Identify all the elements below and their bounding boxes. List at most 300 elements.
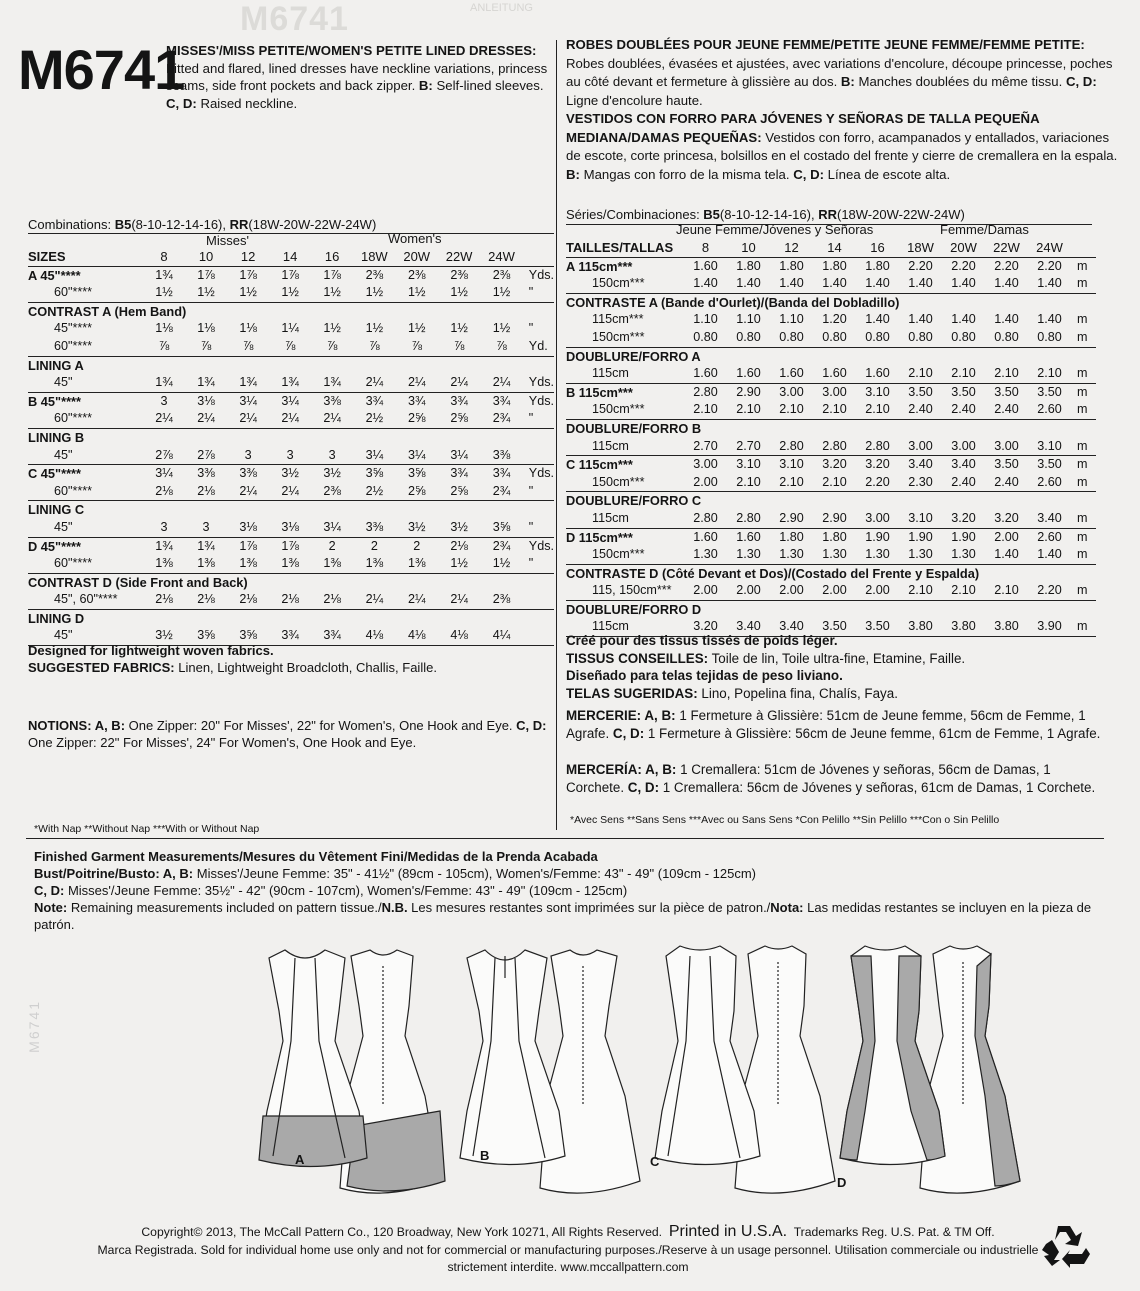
- view-label-d: D: [837, 1175, 847, 1190]
- yardage-row: [566, 510, 1096, 528]
- yardage_fr-sizes-label: TAILLES/TALLAS: [566, 239, 684, 257]
- yardage-cell: 1¼: [281, 321, 299, 336]
- unit-cell: Yds.: [528, 393, 554, 408]
- yardage-cell: 1½: [185, 284, 227, 302]
- yardage-cell: 3.50: [813, 618, 856, 636]
- yardage-cell: ⅞: [269, 338, 311, 356]
- yardage-cell: 1½: [450, 321, 468, 336]
- yardage-cell: 2.40: [985, 401, 1028, 419]
- yardage-cell: 2⅜: [365, 267, 384, 282]
- yardage-cell: 3⅝: [185, 627, 227, 645]
- yardage-cell: 1.80: [822, 258, 847, 273]
- yardage-cell: 2¼: [269, 483, 311, 501]
- yardage-cell: 1¾: [311, 374, 353, 392]
- yardage-cell: 3: [227, 447, 269, 465]
- yardage-cell: 1½: [396, 284, 438, 302]
- suggested-fabrics: SUGGESTED FABRICS: Linen, Lightweight Broadcloth, Challis, Faille.: [28, 660, 437, 675]
- yardage-cell: 2.80: [856, 438, 899, 456]
- yardage-cell: 1.60: [856, 365, 899, 383]
- yardage-cell: 3¼: [281, 393, 299, 408]
- yardage-cell: 3⅜: [239, 466, 257, 481]
- view-c-sketch: [655, 946, 835, 1193]
- yardage-cell: 2.10: [942, 365, 985, 383]
- yardage-cell: 2⅝: [438, 410, 480, 428]
- yardage-cell: 2⅝: [396, 483, 438, 501]
- unit-cell: [523, 591, 554, 609]
- yardage-cell: 2.10: [942, 582, 985, 600]
- yardage-cell: 3.80: [985, 618, 1028, 636]
- unit-cell: m: [1071, 474, 1096, 492]
- finished-measurements: Finished Garment Measurements/Mesures du Vêtement Fini/Medidas de la Prenda Acabada Bust/Poitrine/Busto: A, B: Misses'/Jeune Femme: 35" - 41½" (89cm - 105cm), Women's/Femme: 43" - 49" (109cm - 125cm) C, D: Misses'/Jeune Femme: 35½" - 42" (90cm - 107cm), Women's/Femme: 43" - 49" (109cm - 125cm) Note: Remaining measurements included on pattern tissue./N.B. Les mesures restantes sont imprimées sur la pièce de patron./Nota: Las medidas restantes se incluyen en la pieza de patrón.: [34, 848, 1114, 933]
- yardage-cell: 2.10: [684, 401, 727, 419]
- yardage-cell: 1½: [143, 284, 185, 302]
- yardage-cell: 0.80: [1028, 329, 1071, 347]
- yardage-cell: 1.60: [727, 365, 770, 383]
- yardage-cell: 3.40: [908, 457, 933, 472]
- yardage-cell: 0.80: [813, 329, 856, 347]
- yardage-cell: 1⅞: [239, 538, 257, 553]
- unit-cell: m: [1077, 258, 1088, 273]
- yardage-cell: 3¾: [492, 393, 511, 408]
- yardage-cell: 1.80: [736, 258, 761, 273]
- yardage-cell: 3¾: [365, 393, 384, 408]
- yardage-cell: 3½: [438, 519, 480, 537]
- yardage-cell: 3.50: [1037, 457, 1062, 472]
- yardage-cell: 2¼: [269, 410, 311, 428]
- yardage-row: [566, 275, 1096, 293]
- yardage-row: [566, 438, 1096, 456]
- unit-cell: ": [523, 410, 554, 428]
- yardage-cell: 1.40: [951, 312, 976, 327]
- yardage-cell: 3.00: [693, 457, 718, 472]
- section-heading-row: [28, 302, 554, 320]
- unit-cell: Yds.: [523, 374, 554, 392]
- yardage-cell: 2.70: [684, 438, 727, 456]
- yardage-cell: 2¼: [311, 410, 353, 428]
- yardage-cell: 2.90: [770, 510, 813, 528]
- row-label: 60"****: [28, 338, 143, 356]
- yardage-cell: 2¼: [227, 410, 269, 428]
- yardage-row: [28, 447, 554, 465]
- yardage-cell: 1.30: [813, 546, 856, 564]
- unit-cell: ": [523, 483, 554, 501]
- yardage-cell: 0.80: [770, 329, 813, 347]
- yardage-cell: 0.80: [727, 329, 770, 347]
- yardage-cell: 2.10: [727, 401, 770, 419]
- yardage-cell: 2.00: [813, 582, 856, 600]
- yardage-cell: 2¾: [492, 538, 511, 553]
- yardage-cell: ⅞: [227, 338, 269, 356]
- unit-cell: m: [1077, 457, 1088, 472]
- yardage-row: [28, 519, 554, 537]
- yardage-cell: 1½: [311, 284, 353, 302]
- yardage-cell: 1⅞: [281, 267, 299, 282]
- yardage-cell: 4⅛: [438, 627, 480, 645]
- combinations-english: Combinations: B5(8-10-12-14-16), RR(18W-20W-22W-24W): [28, 217, 377, 232]
- view-a-sketch: [259, 950, 445, 1193]
- row-label: LINING D: [28, 610, 85, 626]
- unit-cell: m: [1071, 365, 1096, 383]
- yardage-cell: 1½: [323, 321, 341, 336]
- unit-cell: Yds.: [528, 466, 554, 481]
- yardage-cell: 3⅝: [480, 519, 523, 537]
- row-label: 60"****: [28, 284, 143, 302]
- yardage-cell: 3.90: [1028, 618, 1071, 636]
- yardage-cell: 1.10: [779, 312, 804, 327]
- size-header: 16: [311, 248, 353, 266]
- yardage-cell: 2⅛: [269, 591, 311, 609]
- size-header: 14: [813, 239, 856, 257]
- yardage-cell: 1.60: [736, 529, 761, 544]
- yardage-cell: 0.80: [856, 329, 899, 347]
- section-heading-row: [566, 600, 1096, 618]
- column-divider: [556, 40, 557, 830]
- fabrics-french: Créé pour des tissus tissés de poids léger. TISSUS CONSEILLES: Toile de lin, Toile ultra-fine, Etamine, Faille. Diseñado para telas tejidas de peso liviano. TELAS SUGERIDAS: Lino, Popelina fina, Chalís, Faya.: [566, 633, 966, 701]
- yardage-row: [28, 483, 554, 501]
- row-label: 45": [28, 447, 143, 465]
- yardage-cell: 3.40: [1028, 510, 1071, 528]
- row-label: 60"****: [28, 555, 143, 573]
- yardage-cell: 3.50: [994, 384, 1019, 399]
- unit-header: [523, 248, 554, 266]
- pattern-number: M6741: [18, 38, 185, 101]
- yardage-cell: 1.20: [822, 312, 847, 327]
- yardage-cell: 2.60: [1037, 529, 1062, 544]
- row-label: 115, 150cm***: [566, 582, 684, 600]
- yardage-cell: 3: [269, 447, 311, 465]
- yardage-row: [28, 555, 554, 573]
- unit-cell: m: [1071, 329, 1096, 347]
- yardage-cell: 1.60: [693, 258, 718, 273]
- section-heading-row: [566, 564, 1096, 582]
- yardage-cell: 1⅞: [239, 267, 257, 282]
- yardage-row: [28, 465, 554, 483]
- yardage-cell: 1½: [438, 555, 480, 573]
- yardage-cell: 2⅛: [185, 483, 227, 501]
- yardage-cell: 1⅜: [396, 555, 438, 573]
- row-label: 150cm***: [566, 546, 684, 564]
- yardage-cell: 1¾: [155, 267, 173, 282]
- yardage-cell: 3⅜: [480, 447, 523, 465]
- row-label: DOUBLURE/FORRO D: [566, 601, 702, 617]
- row-label: LINING C: [28, 502, 85, 518]
- yardage-cell: 1½: [353, 284, 395, 302]
- row-label: 45", 60"****: [28, 591, 143, 609]
- row-label: 45": [28, 627, 143, 645]
- bleed-through-code: M6741: [240, 0, 349, 38]
- yardage-cell: 2⅛: [311, 591, 353, 609]
- yardage-cell: 2⅜: [311, 483, 353, 501]
- yardage-cell: 2.30: [899, 474, 942, 492]
- row-label: D 115cm***: [566, 529, 633, 545]
- yardage-cell: ⅞: [143, 338, 185, 356]
- unit-cell: m: [1071, 438, 1096, 456]
- yardage-cell: 1⅜: [185, 555, 227, 573]
- unit-cell: ": [523, 284, 554, 302]
- unit-cell: m: [1077, 529, 1088, 544]
- description-english: MISSES'/MISS PETITE/WOMEN'S PETITE LINED DRESSES: Fitted and flared, lined dresses have neckline variations, princess seams, side front pockets and back zipper. B: Self-lined sleeves. C, D: Raised neckline.: [166, 43, 548, 111]
- yardage-cell: 2⅛: [227, 591, 269, 609]
- row-label: D 45"****: [28, 538, 82, 554]
- bleed-through-text: ANLEITUNG: [470, 2, 533, 14]
- yardage-cell: 2.90: [736, 384, 761, 399]
- view-d-sketch: [840, 946, 1020, 1193]
- notions-english: NOTIONS: A, B: One Zipper: 20" For Misses', 22" for Women's, One Hook and Eye. C, D: One Zipper: 22" For Misses', 24" For Women's, One Hook and Eye.: [28, 718, 547, 750]
- row-label: 45": [28, 374, 143, 392]
- yardage-cell: 2⅛: [143, 483, 185, 501]
- yardage-cell: 2.10: [856, 401, 899, 419]
- description-french-spanish: ROBES DOUBLÉES POUR JEUNE FEMME/PETITE JEUNE FEMME/FEMME PETITE: Robes doublées, évasées et ajustées, avec variations d'encolure, découpe princesse, poches au côté devant et fermeture à glissière au dos. B: Manches doublées du même tissu. C, D: Ligne d'encolure haute. VESTIDOS CON FORRO PARA JÓVENES Y SEÑORAS DE TALLA PEQUEÑA MEDIANA/DAMAS PEQUEÑAS: Vestidos con forro, acampanados y entallados, variaciones de escote, corte princesa, bolsillos en el costado del frente y cierre de cremallera en la espala. B: Mangas con forro de la misma tela. C, D: Línea de escote alta.: [566, 37, 1118, 182]
- yardage-cell: 2.40: [942, 474, 985, 492]
- yardage-cell: 2.10: [770, 474, 813, 492]
- yardage-cell: 2¾: [480, 483, 523, 501]
- row-label: 60"****: [28, 483, 143, 501]
- yardage-cell: 3.50: [951, 384, 976, 399]
- size-header: 8: [143, 248, 185, 266]
- yardage-cell: 3¾: [407, 393, 426, 408]
- yardage-cell: ⅞: [396, 338, 438, 356]
- yardage-cell: 4⅛: [396, 627, 438, 645]
- yardage-cell: 3¼: [353, 447, 395, 465]
- yardage-cell: 1.30: [899, 546, 942, 564]
- yardage-cell: 3⅛: [197, 393, 215, 408]
- yardage-cell: 1.40: [813, 275, 856, 293]
- yardage-cell: 2.80: [770, 438, 813, 456]
- yardage-cell: 1.60: [693, 529, 718, 544]
- yardage-cell: 3⅝: [365, 466, 384, 481]
- yardage-cell: 1½: [438, 284, 480, 302]
- yardage-cell: 3.20: [942, 510, 985, 528]
- yardage-cell: 2⅞: [143, 447, 185, 465]
- copyright-footer: Copyright© 2013, The McCall Pattern Co., 120 Broadway, New York 10271, All Rights Reserved. Printed in U.S.A. Trademarks Reg. U.S. Pat. & TM Off. Marca Registrada. Sold for individual home use only and not for commercial or manufacturing purposes./Reserve à un usage personnel. Utilisation commerciale ou industrielle strictement interdite. www.mccallpattern.com: [97, 1223, 1039, 1274]
- yardage-cell: 1.40: [942, 275, 985, 293]
- yardage-cell: 3.00: [856, 510, 899, 528]
- combinations-french: Séries/Combinaciones: B5(8-10-12-14-16), RR(18W-20W-22W-24W): [566, 207, 965, 222]
- size-header: 16: [856, 239, 899, 257]
- yardage-cell: 2.00: [856, 582, 899, 600]
- combinations-rule: [28, 233, 554, 234]
- yardage-cell: 3.00: [822, 384, 847, 399]
- yardage-cell: 1.40: [1028, 546, 1071, 564]
- yardage-cell: 2.10: [813, 401, 856, 419]
- technical-sketches: [255, 936, 1055, 1196]
- section-rule: [26, 838, 1104, 839]
- recycle-icon: [1038, 1222, 1090, 1268]
- yardage-cell: 1⅜: [311, 555, 353, 573]
- yardage-cell: 2.70: [727, 438, 770, 456]
- yardage-cell: 2.90: [813, 510, 856, 528]
- yardage-cell: 0.80: [942, 329, 985, 347]
- yardage-cell: 2½: [353, 483, 395, 501]
- yardage-cell: 2⅛: [450, 538, 468, 553]
- yardage-cell: 3: [185, 519, 227, 537]
- yardage-cell: 3: [143, 519, 185, 537]
- yardage_en-sizes-label: SIZES: [28, 248, 143, 266]
- yardage-cell: 1.30: [942, 546, 985, 564]
- yardage-cell: 1.90: [865, 529, 890, 544]
- yardage-cell: 1.40: [856, 275, 899, 293]
- row-label: LINING B: [28, 429, 85, 445]
- yardage-cell: 2¼: [396, 591, 438, 609]
- yardage-cell: 3.50: [908, 384, 933, 399]
- unit-cell: Yds.: [528, 538, 554, 553]
- section-heading-row: [28, 573, 554, 591]
- row-label: CONTRASTE D (Côté Devant et Dos)/(Costado del Frente y Espalda): [566, 565, 980, 581]
- yardage-cell: 1.80: [779, 258, 804, 273]
- size-header: 24W: [480, 248, 523, 266]
- size-header: 20W: [942, 239, 985, 257]
- yardage-cell: 2¼: [396, 374, 438, 392]
- yardage-cell: 2.80: [693, 384, 718, 399]
- row-label: DOUBLURE/FORRO A: [566, 348, 701, 364]
- section-heading-row: [28, 501, 554, 519]
- yardage-cell: 2: [413, 538, 421, 553]
- yardage-cell: 1.10: [693, 312, 718, 327]
- yardage-cell: 1.30: [727, 546, 770, 564]
- row-label: 60"****: [28, 410, 143, 428]
- yardage-cell: 2⅝: [438, 483, 480, 501]
- yardage-cell: 2.60: [1028, 401, 1071, 419]
- yardage-cell: 1⅞: [197, 267, 215, 282]
- yardage-cell: 3.40: [727, 618, 770, 636]
- yardage-cell: 4⅛: [353, 627, 395, 645]
- yardage-cell: 2¾: [480, 410, 523, 428]
- yardage-cell: 2¼: [227, 483, 269, 501]
- yardage-cell: ⅞: [311, 338, 353, 356]
- yardage-cell: 2.80: [727, 510, 770, 528]
- section-heading-row: [28, 356, 554, 374]
- unit-cell: Yds.: [528, 267, 554, 282]
- yardage-cell: 3.20: [822, 457, 847, 472]
- row-label: 150cm***: [566, 401, 684, 419]
- yardage-cell: 2½: [353, 410, 395, 428]
- yardage-cell: 3⅝: [407, 466, 426, 481]
- yardage-cell: 2.00: [684, 474, 727, 492]
- yardage-cell: 3.50: [1037, 384, 1062, 399]
- side-pattern-label: M6741: [26, 1000, 42, 1053]
- unit-cell: m: [1071, 275, 1096, 293]
- yardage-cell: 3: [311, 447, 353, 465]
- unit-cell: m: [1071, 510, 1096, 528]
- yardage-cell: 3¾: [450, 393, 468, 408]
- row-label: 115cm***: [592, 312, 644, 327]
- size-header: 12: [770, 239, 813, 257]
- yardage-cell: 3.40: [951, 457, 976, 472]
- unit-cell: Yd.: [523, 338, 554, 356]
- yardage-row: [566, 257, 1096, 275]
- size-header: 18W: [353, 248, 395, 266]
- yardage-cell: 2.10: [899, 365, 942, 383]
- yardage-cell: 3.50: [856, 618, 899, 636]
- group-women-label: Women's: [388, 231, 442, 246]
- row-label: CONTRAST D (Side Front and Back): [28, 574, 248, 590]
- yardage-cell: 2¼: [353, 374, 395, 392]
- yardage-cell: 3.40: [770, 618, 813, 636]
- yardage-row: [28, 320, 554, 338]
- yardage-cell: 2.20: [951, 258, 976, 273]
- unit-cell: ": [523, 519, 554, 537]
- yardage-cell: 2⅞: [185, 447, 227, 465]
- yardage-cell: 1.40: [727, 275, 770, 293]
- yardage-cell: 1.40: [1028, 275, 1071, 293]
- yardage-cell: 3¼: [396, 447, 438, 465]
- yardage-cell: 2.10: [727, 474, 770, 492]
- size-header: 22W: [985, 239, 1028, 257]
- yardage-cell: 2.80: [813, 438, 856, 456]
- size-header: 14: [269, 248, 311, 266]
- yardage-table-english: [28, 248, 554, 646]
- row-label: B 45"****: [28, 393, 82, 409]
- yardage-cell: 3.20: [985, 510, 1028, 528]
- yardage-cell: 1¾: [269, 374, 311, 392]
- yardage-cell: 1¾: [227, 374, 269, 392]
- yardage-cell: 1.90: [951, 529, 976, 544]
- section-heading-row: [566, 492, 1096, 510]
- yardage-cell: 3.10: [1028, 438, 1071, 456]
- yardage-cell: 1½: [269, 284, 311, 302]
- yardage-cell: 2.40: [899, 401, 942, 419]
- yardage-cell: 1.10: [736, 312, 761, 327]
- yardage-cell: 2: [328, 538, 336, 553]
- yardage-cell: 1.80: [822, 529, 847, 544]
- yardage-cell: 1¾: [197, 538, 215, 553]
- row-label: 150cm***: [566, 474, 684, 492]
- row-label: C 115cm***: [566, 457, 633, 473]
- row-label: LINING A: [28, 357, 84, 373]
- size-header: 10: [185, 248, 227, 266]
- mercerie-french: MERCERIE: A, B: 1 Fermeture à Glissière: 51cm de Jeune femme, 56cm de Femme, 1 Agrafe. C, D: 1 Fermeture à Glissière: 56cm de Jeune femme, 61cm de Femme, 1 Agrafe.: [566, 708, 1101, 741]
- yardage-cell: 2.60: [1028, 474, 1071, 492]
- yardage-cell: 1.40: [899, 275, 942, 293]
- view-label-b: B: [480, 1148, 490, 1163]
- yardage-row: [566, 456, 1096, 474]
- yardage-cell: ⅞: [353, 338, 395, 356]
- size-header: 10: [727, 239, 770, 257]
- yardage-cell: 1½: [227, 284, 269, 302]
- yardage-cell: 2.20: [1037, 258, 1062, 273]
- yardage-cell: 3¾: [269, 627, 311, 645]
- yardage-row: [28, 410, 554, 428]
- yardage-cell: 1⅞: [281, 538, 299, 553]
- yardage-cell: 2.40: [985, 474, 1028, 492]
- yardage-row: [566, 401, 1096, 419]
- yardage-cell: 2⅜: [407, 267, 426, 282]
- yardage-cell: 2⅜: [450, 267, 468, 282]
- yardage-row: [566, 365, 1096, 383]
- yardage-cell: 2: [370, 538, 378, 553]
- unit-cell: m: [1071, 546, 1096, 564]
- yardage-cell: 3.00: [779, 384, 804, 399]
- yardage-cell: 2.00: [684, 582, 727, 600]
- yardage-cell: 0.80: [985, 329, 1028, 347]
- size-header: 20W: [396, 248, 438, 266]
- group-jeune-label: Jeune Femme/Jóvenes y Señoras: [676, 222, 874, 237]
- yardage-cell: 3½: [396, 519, 438, 537]
- yardage-cell: 3¼: [155, 466, 173, 481]
- yardage-cell: 1.80: [779, 529, 804, 544]
- unit-cell: ": [528, 321, 534, 336]
- yardage-cell: 1½: [480, 555, 523, 573]
- yardage-cell: 3.00: [985, 438, 1028, 456]
- yardage-cell: 1⅜: [269, 555, 311, 573]
- yardage-row: [566, 582, 1096, 600]
- row-label: C 45"****: [28, 466, 82, 482]
- yardage-row: [566, 311, 1096, 329]
- section-heading-row: [28, 609, 554, 627]
- yardage-cell: 2.10: [985, 582, 1028, 600]
- yardage-cell: 1.30: [770, 546, 813, 564]
- section-heading-row: [566, 293, 1096, 311]
